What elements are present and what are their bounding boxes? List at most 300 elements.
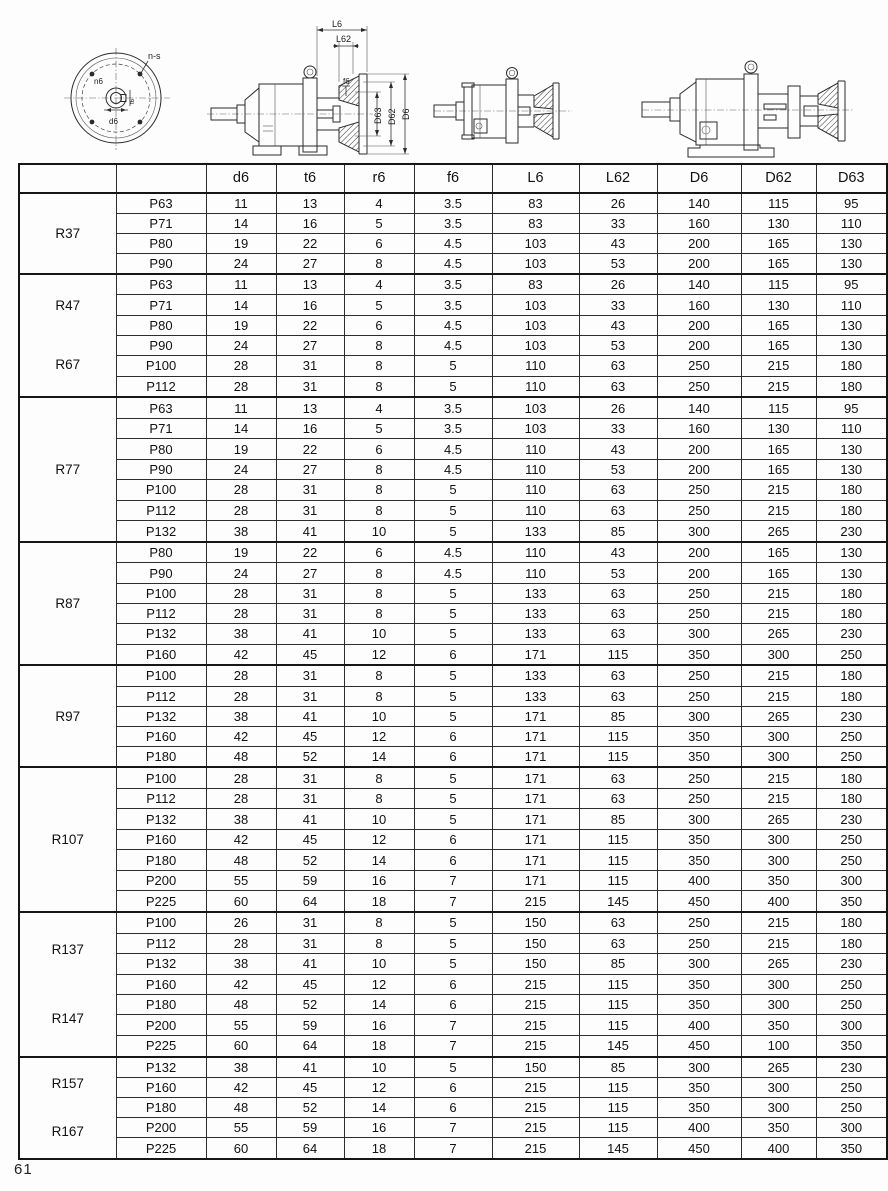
- motor-size-cell: P71: [116, 418, 206, 438]
- motor-size-cell: P200: [116, 1015, 206, 1035]
- dimension-cell: 8: [344, 912, 414, 933]
- motor-size-cell: P63: [116, 274, 206, 295]
- dimension-cell: 13: [276, 274, 344, 295]
- dimension-cell: 60: [206, 1138, 276, 1159]
- dimension-cell: 16: [344, 870, 414, 890]
- dimension-cell: 215: [741, 480, 816, 500]
- dimension-cell: 24: [206, 563, 276, 583]
- dimension-cell: 180: [816, 767, 887, 788]
- dimension-cell: 160: [657, 418, 741, 438]
- table-row: [19, 214, 887, 234]
- motor-size-cell: P100: [116, 583, 206, 603]
- table-row: [19, 583, 887, 603]
- table-row: [19, 274, 887, 295]
- dimension-cell: 31: [276, 480, 344, 500]
- motor-size-cell: P132: [116, 809, 206, 829]
- dimension-cell: 28: [206, 933, 276, 953]
- dimension-cell: 7: [414, 891, 492, 912]
- dimension-cell: 48: [206, 850, 276, 870]
- dimension-cell: 5: [414, 706, 492, 726]
- dimension-cell: 16: [276, 295, 344, 315]
- dimension-cell: 33: [579, 295, 657, 315]
- dimension-cell: 45: [276, 829, 344, 849]
- dimension-cell: 165: [741, 233, 816, 253]
- dimension-cell: 300: [741, 644, 816, 665]
- table-row: [19, 933, 887, 953]
- dimension-cell: 8: [344, 767, 414, 788]
- dimension-cell: 115: [579, 1015, 657, 1035]
- dimension-cell: 3.5: [414, 214, 492, 234]
- dimension-cell: 53: [579, 563, 657, 583]
- dimension-cell: 400: [741, 1138, 816, 1159]
- dimension-cell: 300: [816, 1118, 887, 1138]
- series-label-r97: [19, 665, 116, 767]
- dimension-cell: 215: [741, 604, 816, 624]
- dim-l6-label: L6: [332, 19, 343, 29]
- dimension-cell: 4.5: [414, 542, 492, 563]
- dimension-cell: 115: [579, 644, 657, 665]
- dimension-cell: 160: [657, 295, 741, 315]
- column-header-d6: D6: [657, 164, 741, 193]
- dimension-cell: 145: [579, 891, 657, 912]
- dimension-cell: 22: [276, 233, 344, 253]
- dimension-cell: 42: [206, 726, 276, 746]
- dimension-cell: 5: [344, 418, 414, 438]
- dimension-cell: 45: [276, 974, 344, 994]
- dimension-cell: 150: [492, 1057, 579, 1078]
- table-row: [19, 686, 887, 706]
- dimension-cell: 215: [492, 995, 579, 1015]
- dimension-cell: 230: [816, 954, 887, 974]
- dimension-cell: 8: [344, 336, 414, 356]
- dimension-cell: 33: [579, 418, 657, 438]
- dimension-cell: 31: [276, 686, 344, 706]
- motor-size-cell: P112: [116, 789, 206, 809]
- dimension-cell: 41: [276, 706, 344, 726]
- dimension-cell: 350: [816, 1138, 887, 1159]
- dimension-cell: 14: [206, 418, 276, 438]
- dimension-cell: 41: [276, 1057, 344, 1078]
- dimension-cell: 18: [344, 891, 414, 912]
- motor-size-cell: P160: [116, 829, 206, 849]
- dimension-cell: 300: [657, 1057, 741, 1078]
- dimension-cell: 160: [657, 214, 741, 234]
- dimension-cell: 22: [276, 315, 344, 335]
- dimension-cell: 350: [657, 644, 741, 665]
- dimension-cell: 215: [492, 974, 579, 994]
- dimension-cell: 171: [492, 870, 579, 890]
- dimension-cell: 230: [816, 1057, 887, 1078]
- dimension-cell: 200: [657, 336, 741, 356]
- dimension-cell: 265: [741, 809, 816, 829]
- dimension-cell: 42: [206, 974, 276, 994]
- table-row: [19, 789, 887, 809]
- dim-l62-label: L62: [336, 34, 352, 44]
- motor-size-cell: P160: [116, 1077, 206, 1097]
- dimension-cell: 265: [741, 521, 816, 542]
- dimension-cell: 6: [414, 995, 492, 1015]
- dimension-cell: 12: [344, 644, 414, 665]
- dimension-cell: 45: [276, 644, 344, 665]
- dimension-cell: 200: [657, 563, 741, 583]
- dimension-cell: 13: [276, 397, 344, 418]
- table-row: [19, 418, 887, 438]
- series-label-r47-r67: [19, 274, 116, 397]
- table-row: [19, 995, 887, 1015]
- motor-size-cell: P132: [116, 706, 206, 726]
- dimension-cell: 95: [816, 193, 887, 214]
- column-header-l62: L62: [579, 164, 657, 193]
- motor-size-cell: P80: [116, 233, 206, 253]
- dimension-cell: 250: [657, 912, 741, 933]
- dimension-cell: 6: [414, 829, 492, 849]
- header-row: [19, 164, 887, 193]
- dimension-cell: 200: [657, 253, 741, 274]
- dimension-cell: 171: [492, 644, 579, 665]
- dimension-cell: 6: [344, 439, 414, 459]
- table-row: [19, 500, 887, 520]
- dimension-cell: 130: [816, 315, 887, 335]
- dimension-cell: 8: [344, 356, 414, 376]
- dimension-cell: 5: [414, 665, 492, 686]
- motor-size-cell: P132: [116, 1057, 206, 1078]
- dimension-cell: 85: [579, 809, 657, 829]
- dimension-cell: 250: [657, 376, 741, 397]
- dimension-cell: 171: [492, 829, 579, 849]
- dimension-cell: 215: [741, 789, 816, 809]
- dimension-cell: 133: [492, 624, 579, 644]
- dimension-cell: 3.5: [414, 193, 492, 214]
- dimension-cell: 5: [414, 1057, 492, 1078]
- table-row: [19, 1098, 887, 1118]
- dimension-cell: 215: [492, 1077, 579, 1097]
- dimension-cell: 8: [344, 459, 414, 479]
- dimension-cell: 350: [741, 870, 816, 890]
- dimension-cell: 5: [414, 356, 492, 376]
- dimension-cell: 28: [206, 789, 276, 809]
- dimension-cell: 26: [579, 397, 657, 418]
- dimension-cell: 350: [657, 1077, 741, 1097]
- dimension-cell: 55: [206, 1015, 276, 1035]
- dimension-cell: 43: [579, 315, 657, 335]
- dimension-cell: 103: [492, 315, 579, 335]
- table-row: [19, 912, 887, 933]
- dimension-cell: 115: [741, 193, 816, 214]
- flange-holes-label: n-s: [148, 51, 161, 61]
- dimension-cell: 150: [492, 912, 579, 933]
- dimension-cell: 14: [344, 850, 414, 870]
- dimension-cell: 31: [276, 356, 344, 376]
- dimension-cell: 130: [816, 336, 887, 356]
- dimension-cell: 4.5: [414, 563, 492, 583]
- dimension-cell: 250: [816, 850, 887, 870]
- series-label-text: R137: [51, 941, 84, 957]
- series-label-r107: [19, 767, 116, 912]
- dimension-cell: 110: [816, 295, 887, 315]
- dimension-cell: 28: [206, 500, 276, 520]
- table-row: [19, 397, 887, 418]
- dim-d6-label: D6: [401, 108, 411, 120]
- series-label-r77: [19, 397, 116, 542]
- dimension-cell: 16: [344, 1015, 414, 1035]
- dimension-cell: 115: [579, 726, 657, 746]
- dimension-cell: 265: [741, 1057, 816, 1078]
- dimension-cell: 250: [816, 1098, 887, 1118]
- dimension-cell: 5: [344, 295, 414, 315]
- dimension-cell: 165: [741, 336, 816, 356]
- table-row: [19, 850, 887, 870]
- series-label-r37: [19, 193, 116, 274]
- drawing-foot-mounted-view: [640, 46, 882, 162]
- motor-size-cell: P63: [116, 397, 206, 418]
- series-label-r87: [19, 542, 116, 665]
- dimension-cell: 27: [276, 253, 344, 274]
- dimension-cell: 6: [344, 315, 414, 335]
- dimension-cell: 5: [414, 604, 492, 624]
- table-row: [19, 356, 887, 376]
- column-header-empty: [116, 164, 206, 193]
- dimension-cell: 41: [276, 521, 344, 542]
- dimension-cell: 4.5: [414, 233, 492, 253]
- dimension-cell: 200: [657, 542, 741, 563]
- dimension-cell: 63: [579, 665, 657, 686]
- table-row: [19, 604, 887, 624]
- dimension-cell: 19: [206, 439, 276, 459]
- motor-size-cell: P90: [116, 253, 206, 274]
- motor-size-cell: P90: [116, 459, 206, 479]
- table-row: [19, 891, 887, 912]
- dimension-cell: 12: [344, 1077, 414, 1097]
- dimension-cell: 59: [276, 1015, 344, 1035]
- dimension-cell: 6: [344, 542, 414, 563]
- table-row: [19, 624, 887, 644]
- table-row: [19, 193, 887, 214]
- series-label-r157-r167: [19, 1057, 116, 1159]
- dimension-cell: 300: [741, 1098, 816, 1118]
- dimension-cell: 110: [492, 356, 579, 376]
- dimension-cell: 55: [206, 870, 276, 890]
- dimension-cell: 85: [579, 706, 657, 726]
- dimension-cell: 45: [276, 1077, 344, 1097]
- dimension-cell: 14: [344, 1098, 414, 1118]
- table-row: [19, 809, 887, 829]
- motor-size-cell: P132: [116, 521, 206, 542]
- column-header-f6: f6: [414, 164, 492, 193]
- dimension-cell: 110: [492, 439, 579, 459]
- dimension-cell: 38: [206, 521, 276, 542]
- dimension-cell: 27: [276, 459, 344, 479]
- dimension-cell: 19: [206, 315, 276, 335]
- motor-size-cell: P112: [116, 376, 206, 397]
- dimension-cell: 215: [741, 356, 816, 376]
- dimension-cell: 53: [579, 253, 657, 274]
- dimension-cell: 5: [414, 686, 492, 706]
- dimension-cell: 230: [816, 706, 887, 726]
- dimension-cell: 300: [741, 726, 816, 746]
- dimension-cell: 42: [206, 829, 276, 849]
- dimension-cell: 265: [741, 624, 816, 644]
- dimension-cell: 38: [206, 706, 276, 726]
- dimension-cell: 250: [816, 644, 887, 665]
- dimension-cell: 5: [414, 933, 492, 953]
- dimension-cell: 83: [492, 193, 579, 214]
- column-header-empty: [19, 164, 116, 193]
- dimension-cell: 28: [206, 686, 276, 706]
- dimension-cell: 38: [206, 624, 276, 644]
- dimension-cell: 8: [344, 604, 414, 624]
- dimension-cell: 63: [579, 480, 657, 500]
- dimension-cell: 250: [657, 583, 741, 603]
- dimension-cell: 165: [741, 459, 816, 479]
- dimension-cell: 52: [276, 850, 344, 870]
- drawing-flange-face-view: [56, 46, 180, 152]
- dimension-cell: 230: [816, 521, 887, 542]
- dimension-cell: 300: [657, 624, 741, 644]
- dimension-cell: 400: [657, 1118, 741, 1138]
- dimension-cell: 7: [414, 870, 492, 890]
- dimension-cell: 63: [579, 376, 657, 397]
- dimension-cell: 5: [414, 480, 492, 500]
- dimension-cell: 215: [741, 376, 816, 397]
- dimension-cell: 171: [492, 746, 579, 767]
- dimension-cell: 8: [344, 933, 414, 953]
- dimension-cell: 180: [816, 480, 887, 500]
- dimension-cell: 6: [414, 644, 492, 665]
- dimension-cell: 110: [816, 214, 887, 234]
- series-label-text: R67: [55, 357, 81, 373]
- motor-size-cell: P200: [116, 1118, 206, 1138]
- table-row: [19, 726, 887, 746]
- dimension-cell: 43: [579, 233, 657, 253]
- dimension-cell: 52: [276, 1098, 344, 1118]
- dimension-cell: 300: [816, 870, 887, 890]
- motor-size-cell: P225: [116, 891, 206, 912]
- dimension-cell: 4.5: [414, 315, 492, 335]
- dimension-cell: 165: [741, 542, 816, 563]
- dimension-cell: 12: [344, 829, 414, 849]
- dimension-cell: 41: [276, 954, 344, 974]
- motor-size-cell: P200: [116, 870, 206, 890]
- dimension-cell: 53: [579, 459, 657, 479]
- series-label-text: R107: [51, 831, 84, 847]
- dimension-cell: 103: [492, 295, 579, 315]
- dimension-cell: 215: [741, 933, 816, 953]
- dimension-cell: 350: [741, 1118, 816, 1138]
- dimension-cell: 13: [276, 193, 344, 214]
- dimension-cell: 130: [816, 542, 887, 563]
- dimension-cell: 4: [344, 397, 414, 418]
- dimension-cell: 8: [344, 665, 414, 686]
- table-row: [19, 1035, 887, 1056]
- dimension-cell: 8: [344, 500, 414, 520]
- motor-size-cell: P180: [116, 995, 206, 1015]
- dimension-cell: 63: [579, 356, 657, 376]
- dimension-cell: 5: [414, 624, 492, 644]
- dimension-cell: 215: [492, 1098, 579, 1118]
- dimension-cell: 133: [492, 521, 579, 542]
- dimension-cell: 16: [276, 214, 344, 234]
- dimension-cell: 5: [344, 214, 414, 234]
- dimension-cell: 28: [206, 583, 276, 603]
- dimension-cell: 300: [741, 746, 816, 767]
- dimension-cell: 19: [206, 542, 276, 563]
- motor-size-cell: P160: [116, 974, 206, 994]
- dimension-cell: 215: [741, 912, 816, 933]
- dimension-cell: 103: [492, 397, 579, 418]
- dimension-cell: 350: [657, 850, 741, 870]
- dimension-cell: 103: [492, 418, 579, 438]
- dimension-cell: 250: [657, 767, 741, 788]
- dimension-cell: 300: [816, 1015, 887, 1035]
- dimension-cell: 250: [657, 665, 741, 686]
- table-row: [19, 1057, 887, 1078]
- dimension-cell: 8: [344, 480, 414, 500]
- table-row: [19, 315, 887, 335]
- dimension-cell: 63: [579, 604, 657, 624]
- dimension-cell: 130: [816, 563, 887, 583]
- dimension-cell: 350: [657, 829, 741, 849]
- dimension-cell: 5: [414, 954, 492, 974]
- dimension-cell: 52: [276, 746, 344, 767]
- dimension-cell: 350: [657, 1098, 741, 1118]
- dimension-cell: 250: [657, 356, 741, 376]
- dimension-cell: 10: [344, 624, 414, 644]
- table-row: [19, 295, 887, 315]
- column-header-d62: D62: [741, 164, 816, 193]
- dimension-cell: 171: [492, 789, 579, 809]
- dimension-cell: 130: [741, 418, 816, 438]
- motor-size-cell: P180: [116, 746, 206, 767]
- dimension-cell: 130: [816, 233, 887, 253]
- dimension-cell: 7: [414, 1138, 492, 1159]
- dimension-cell: 3.5: [414, 397, 492, 418]
- dimension-cell: 133: [492, 583, 579, 603]
- dimension-cell: 27: [276, 563, 344, 583]
- dimension-cell: 22: [276, 439, 344, 459]
- dimension-cell: 22: [276, 542, 344, 563]
- motor-size-cell: P100: [116, 480, 206, 500]
- motor-size-cell: P225: [116, 1138, 206, 1159]
- dimension-cell: 63: [579, 933, 657, 953]
- dimension-cell: 85: [579, 1057, 657, 1078]
- table-row: [19, 829, 887, 849]
- table-row: [19, 542, 887, 563]
- flange-n6-label: n6: [94, 77, 103, 86]
- dimension-cell: 115: [579, 1077, 657, 1097]
- motor-size-cell: P112: [116, 500, 206, 520]
- dimension-cell: 5: [414, 583, 492, 603]
- dimension-cell: 31: [276, 767, 344, 788]
- dimension-cell: 63: [579, 912, 657, 933]
- dimension-cell: 300: [657, 809, 741, 829]
- dimension-cell: 4.5: [414, 253, 492, 274]
- dimension-cell: 115: [579, 850, 657, 870]
- table-row: [19, 480, 887, 500]
- dimension-cell: 180: [816, 933, 887, 953]
- dimension-cell: 7: [414, 1015, 492, 1035]
- dimension-cell: 59: [276, 870, 344, 890]
- dimension-cell: 215: [741, 767, 816, 788]
- dimension-cell: 110: [492, 459, 579, 479]
- dimension-cell: 350: [657, 974, 741, 994]
- dimension-cell: 27: [276, 336, 344, 356]
- dimension-cell: 110: [492, 376, 579, 397]
- dimension-cell: 250: [816, 746, 887, 767]
- dimension-cell: 103: [492, 336, 579, 356]
- motor-size-cell: P80: [116, 439, 206, 459]
- dimension-cell: 5: [414, 376, 492, 397]
- dimension-cell: 180: [816, 665, 887, 686]
